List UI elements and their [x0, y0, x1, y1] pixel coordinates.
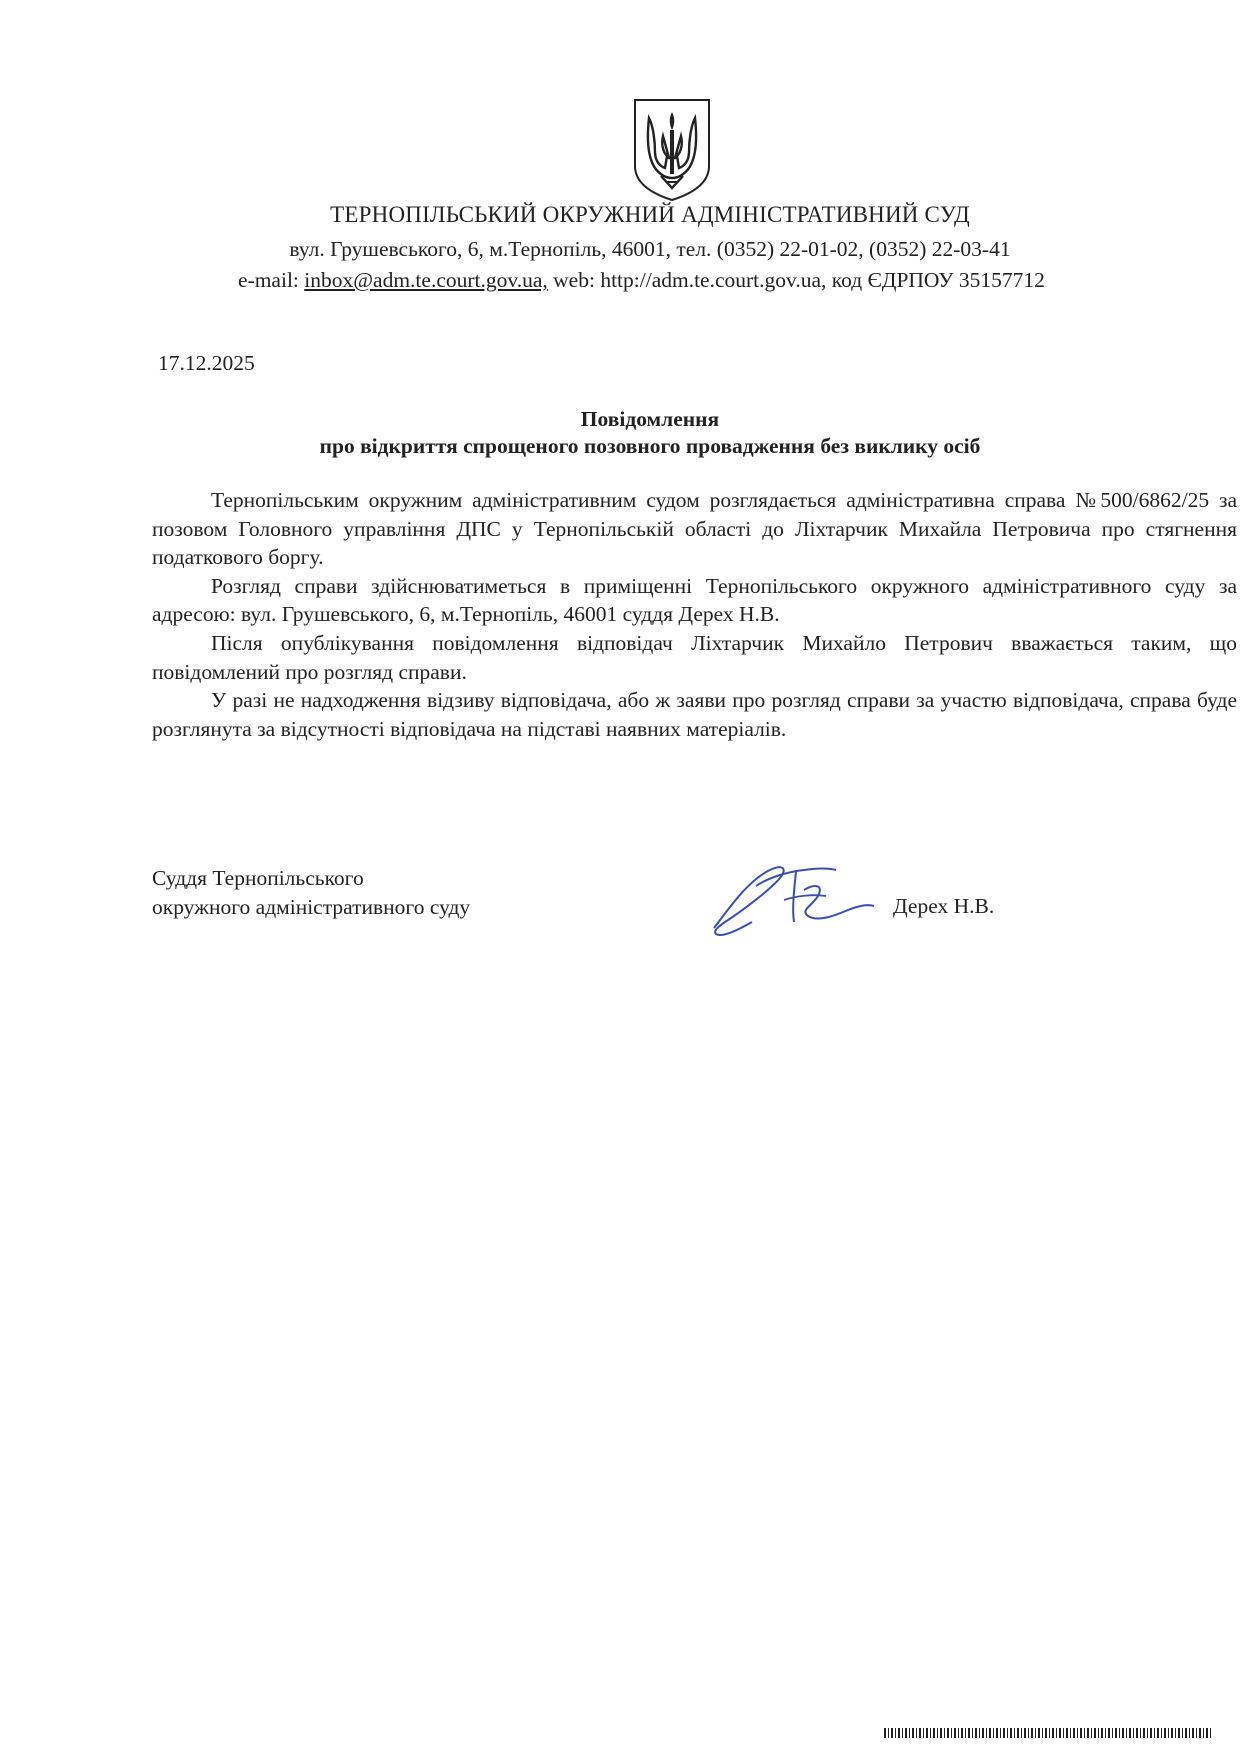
notice-subtitle: про відкриття спрощеного позовного провадження без виклику осіб	[319, 434, 981, 458]
signer-title	[152, 864, 470, 922]
signer-title-line: Суддя Тернопільського	[152, 866, 364, 890]
handwritten-signature	[708, 850, 878, 940]
notice-body	[152, 486, 1237, 743]
signer-name: Дерех Н.В.	[893, 894, 995, 918]
body-paragraph: Після опублікування повідомлення відповідач Ліхтарчик Михайло Петрович вважається таким, що повідомлений про розгляд справи.	[152, 630, 1237, 684]
court-contacts	[238, 268, 1178, 293]
notice-title: Повідомлення	[580, 407, 720, 431]
email-label: e-mail:	[238, 268, 299, 292]
coat-of-arms-icon	[631, 96, 713, 204]
document-date: 17.12.2025	[158, 351, 255, 375]
court-address: вул. Грушевського, 6, м.Тернопіль, 46001, тел. (0352) 22-01-02, (0352) 22-03-41	[289, 237, 1011, 261]
signer-title-line: окружного адміністративного суду	[152, 895, 471, 919]
body-paragraph: У разі не надходження відзиву відповідача, або ж заяви про розгляд справи за участю відповідача, справа буде розглянута за відсутності відповідача на підставі наявних матеріалів.	[152, 688, 1237, 741]
email-link[interactable]: inbox@adm.te.court.gov.ua,	[304, 268, 548, 292]
body-paragraph: Тернопільським окружним адміністративним судом розглядається адміністративна справа №500/6862/25 за позовом Головного управління ДПС у Тернопільській області до Ліхтарчик Михайла Петровича про стягнення податкового боргу.	[152, 488, 1237, 570]
body-paragraph: Розгляд справи здійснюватиметься в приміщенні Тернопільського окружного адміністративного суду за адресою: вул. Грушевського, 6, м.Тернопіль, 46001 суддя Дерех Н.В.	[152, 573, 1237, 627]
web-and-code: web: http://adm.te.court.gov.ua, код ЄДРПОУ 35157712	[553, 268, 1045, 292]
court-name: ТЕРНОПІЛЬСЬКИЙ ОКРУЖНИЙ АДМІНІСТРАТИВНИЙ СУД	[330, 202, 970, 227]
barcode	[884, 1728, 1212, 1738]
